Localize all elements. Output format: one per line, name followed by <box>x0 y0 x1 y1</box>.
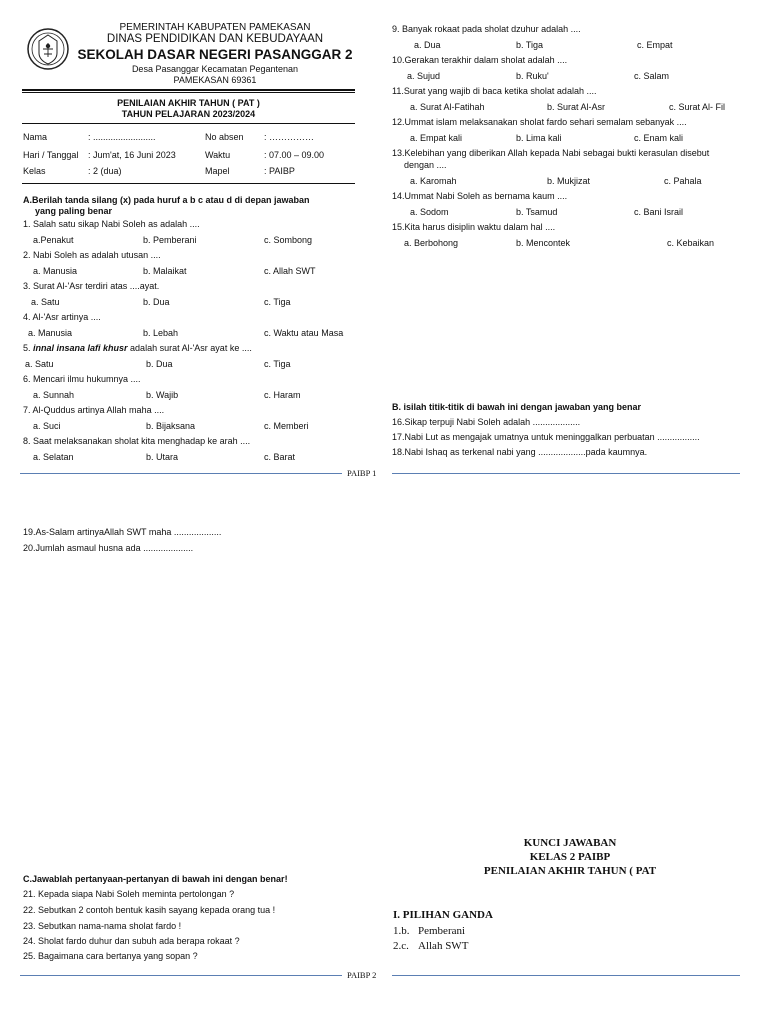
option-c: c. Salam <box>634 70 670 81</box>
option-a: a. Sujud <box>407 70 441 81</box>
mapel-label: Mapel <box>205 166 230 176</box>
header-rule-thin <box>22 92 355 93</box>
question-text: 15.Kita harus disiplin waktu dalam hal .... <box>392 222 556 232</box>
page-footer-1: PAIBP 1 <box>347 468 377 478</box>
option-a: a. Surat Al-Fatihah <box>410 101 485 112</box>
question-text: 9. Banyak rokaat pada sholat dzuhur adalah .... <box>392 24 581 34</box>
option-c: c. Tiga <box>264 358 291 369</box>
option-c: c. Surat Al- Fil <box>669 101 726 112</box>
school-logo <box>26 27 70 71</box>
answer-text: Pemberani <box>418 925 466 937</box>
option-c: c. Memberi <box>264 420 309 431</box>
kelas-value: : 2 (dua) <box>88 166 122 176</box>
right-column-questions <box>392 24 752 253</box>
option-b: b. Malaikat <box>143 265 187 276</box>
option-c: c. Tiga <box>264 296 291 307</box>
option-c: c. Sombong <box>264 234 313 245</box>
option-a: a. Karomah <box>410 175 457 186</box>
exam-title: PENILAIAN AKHIR TAHUN ( PAT ) <box>117 98 260 108</box>
essay-question: 25. Bagaimana cara bertanya yang sopan ? <box>23 951 198 961</box>
option-c: c. Enam kali <box>634 132 684 143</box>
exam-year: TAHUN PELAJARAN 2023/2024 <box>121 109 256 119</box>
essay-question: 24. Sholat fardo duhur dan subuh ada berapa rokaat ? <box>23 936 240 946</box>
kelas-label: Kelas <box>23 166 46 176</box>
answer-key-class: KELAS 2 PAIBP <box>529 851 611 863</box>
option-b: b. Ruku' <box>516 70 549 81</box>
option-a: a. Suci <box>33 420 61 431</box>
waktu-label: Waktu <box>205 150 231 160</box>
answer-number: 2.c. <box>393 940 409 952</box>
essay-question: 22. Sebutkan 2 contoh bentuk kasih sayang kepada orang tua ! <box>23 905 276 915</box>
option-b: b. Surat Al-Asr <box>547 101 606 112</box>
option-a: a. Sodom <box>410 206 449 217</box>
header-rule <box>22 89 355 91</box>
option-b: b. Mencontek <box>516 237 571 248</box>
option-c: c. Pahala <box>664 175 702 186</box>
answer-number: 1.b. <box>393 925 410 937</box>
option-b: b. Utara <box>146 451 179 462</box>
option-a: a. Satu <box>25 358 54 369</box>
question-text: 7. Al-Quddus artinya Allah maha .... <box>23 405 165 415</box>
answer-text: Allah SWT <box>418 940 469 952</box>
fill-item: 18.Nabi Ishaq as terkenal nabi yang ...................pada kaumnya. <box>392 447 648 457</box>
option-a: a. Manusia <box>33 265 78 276</box>
answer-key-section: I. PILIHAN GANDA <box>393 909 493 921</box>
essay-question: 23. Sebutkan nama-nama sholat fardo ! <box>23 921 182 931</box>
school-name: SEKOLAH DASAR NEGERI PASANGGAR 2 <box>77 47 353 62</box>
header-address2: PAMEKASAN 69361 <box>173 75 257 85</box>
question-text: 12.Ummat islam melaksanakan sholat fardo sehari semalam sebanyak .... <box>392 117 687 127</box>
option-b: b. Tiga <box>516 39 544 50</box>
question-rest: adalah surat Al-'Asr ayat ke .... <box>127 343 252 353</box>
waktu-value: : 07.00 – 09.00 <box>264 150 325 160</box>
option-b: b. Pemberani <box>143 234 197 245</box>
fill-item: 19.As-Salam artinyaAllah SWT maha ................... <box>23 527 222 537</box>
option-c: c. Empat <box>637 39 673 50</box>
info-rule <box>22 183 355 184</box>
title-rule <box>22 123 355 124</box>
question-text: 4. Al-'Asr artinya .... <box>23 312 101 322</box>
section-b-instruction: B. isilah titik-titik di bawah ini dengan jawaban yang benar <box>392 402 642 412</box>
fill-item: 17.Nabi Lut as mengajak umatnya untuk meninggalkan perbuatan ................. <box>392 432 700 442</box>
section-c-instruction: C.Jawablah pertanyaan-pertanyan di bawah ini dengan benar! <box>23 874 288 884</box>
question-text: 1. Salah satu sikap Nabi Soleh as adalah .... <box>23 219 200 229</box>
answer-key-title: KUNCI JAWABAN <box>523 837 617 849</box>
question-text: 13.Kelebihan yang diberikan Allah kepada Nabi sebagai bukti kerasulan disebut <box>392 148 710 158</box>
header-line2: DINAS PENDIDIKAN DAN KEBUDAYAAN <box>106 33 324 45</box>
option-c: c. Bani Israil <box>634 206 684 217</box>
option-b: b. Lima kali <box>516 132 562 143</box>
nama-value: : ......................... <box>88 132 156 142</box>
option-c: c. Allah SWT <box>264 265 316 276</box>
regency-seal-icon <box>26 27 70 71</box>
question-number: 5. <box>23 343 34 353</box>
option-b: b. Mukjizat <box>547 175 591 186</box>
question-text-cont: dengan .... <box>404 160 447 170</box>
footer-rule-right <box>392 473 740 474</box>
fill-item: 20.Jumlah asmaul husna ada .................... <box>23 543 194 553</box>
option-c: c. Barat <box>264 451 296 462</box>
option-a: a. Dua <box>414 39 441 50</box>
arabic-phrase: innal insana lafi khusr <box>33 343 128 353</box>
option-b: b. Bijaksana <box>146 420 196 431</box>
header-address1: Desa Pasanggar Kecamatan Pegantenan <box>131 64 299 74</box>
footer-rule-left-2 <box>20 975 342 976</box>
section-a-questions <box>23 219 358 467</box>
page-footer-2: PAIBP 2 <box>347 970 377 980</box>
question-text <box>23 343 252 354</box>
question-text: 2. Nabi Soleh as adalah utusan .... <box>23 250 161 260</box>
option-c: c. Haram <box>264 389 301 400</box>
question-text: 10.Gerakan terakhir dalam sholat adalah .... <box>392 55 568 65</box>
section-a-instruction-2: yang paling benar <box>35 206 113 216</box>
absen-label: No absen <box>205 132 244 142</box>
option-a: a. Sunnah <box>33 389 75 400</box>
essay-question: 21. Kepada siapa Nabi Soleh meminta pertolongan ? <box>23 889 235 899</box>
option-c: c. Kebaikan <box>667 237 715 248</box>
option-b: b. Dua <box>146 358 173 369</box>
option-a: a. Selatan <box>33 451 74 462</box>
footer-rule-right-2 <box>392 975 740 976</box>
option-b: b. Dua <box>143 296 170 307</box>
question-text: 3. Surat Al-'Asr terdiri atas ....ayat. <box>23 281 160 291</box>
question-text: 6. Mencari ilmu hukumnya .... <box>23 374 141 384</box>
option-a: a.Penakut <box>33 234 74 245</box>
question-text: 14.Ummat Nabi Soleh as bernama kaum .... <box>392 191 568 201</box>
option-a: a. Berbohong <box>404 237 459 248</box>
hari-value: : Jum'at, 16 Juni 2023 <box>88 150 176 160</box>
question-text: 8. Saat melaksanakan sholat kita menghadap ke arah .... <box>23 436 251 446</box>
section-a-instruction: A.Berilah tanda silang (x) pada huruf a b c atau d di depan jawaban <box>23 195 310 205</box>
answer-key-exam: PENILAIAN AKHIR TAHUN ( PAT <box>483 865 657 877</box>
option-b: b. Lebah <box>143 327 179 338</box>
option-a: a. Empat kali <box>410 132 463 143</box>
option-b: b. Tsamud <box>516 206 558 217</box>
header-line1: PEMERINTAH KABUPATEN PAMEKASAN <box>119 22 311 33</box>
fill-item: 16.Sikap terpuji Nabi Soleh adalah ................... <box>392 417 581 427</box>
question-text: 11.Surat yang wajib di baca ketika sholat adalah .... <box>392 86 597 96</box>
option-a: a. Satu <box>31 296 60 307</box>
footer-rule-left <box>20 473 342 474</box>
mapel-value: : PAIBP <box>264 166 295 176</box>
nama-label: Nama <box>23 132 48 142</box>
hari-label: Hari / Tanggal <box>23 150 79 160</box>
option-c: c. Waktu atau Masa <box>264 327 344 338</box>
option-a: a. Manusia <box>28 327 73 338</box>
option-b: b. Wajib <box>146 389 179 400</box>
absen-value: : …………… <box>264 132 315 142</box>
